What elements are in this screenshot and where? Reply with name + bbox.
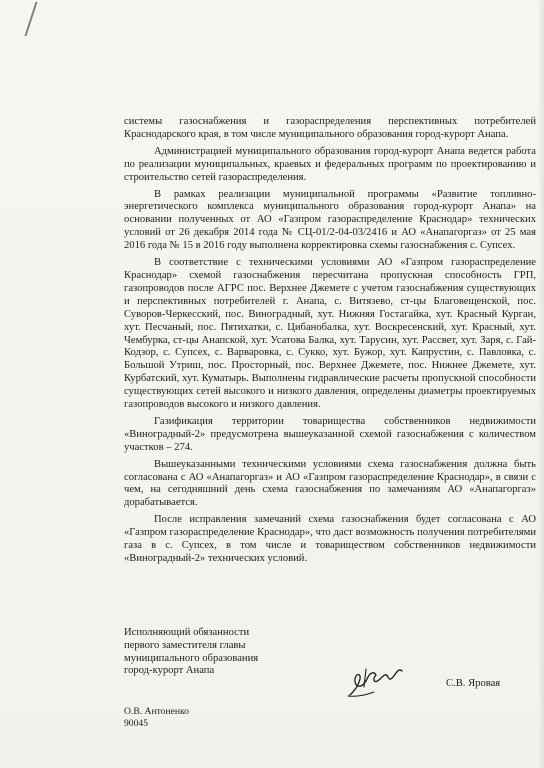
executor-info [124, 706, 189, 729]
scan-edge-shadow [538, 0, 544, 768]
handwritten-signature [344, 665, 414, 701]
position-line: город-курорт Анапа [124, 665, 215, 677]
signatory-name: С.В. Яровая [446, 678, 501, 689]
paragraph-continuation: системы газоснабжения и газораспределения перспективных потребителей Краснодарского края, в том числе муниципального образования город-курорт Анапа. [124, 116, 536, 140]
paragraph-gasification: Газификация территории товарищества собственников недвижимости «Виноградный-2» предусмотрена вышеуказанной схемой газоснабжения с количеством участков – 274. [124, 415, 536, 453]
paragraph-technical-conditions: В соответствие с техническими условиями АО «Газпром газораспределение Краснодар» схемой газоснабжения пересчитана пропускная способность ГРП, газопроводов после АГРС пос. Верхнее Джемете с учетом газоснабжения существующих и перспективных потребителей г. Анапа, с. Витязево, ст-цы Благовещенской, пос. Суворов-Черкесский, пос. Виноградный, хут. Нижняя Гостагайка, хут. Красный Курган, хут. Песчаный, пос. Пятихатки, с. Цибанобалка, хут. Воскресенский, хут. Красный, хут. Чембурка, ст-цы Анапской, хут. Усатова Балка, хут. Тарусин, хут. Рассвет, хут. Заря, с. Гай-Кодзор, с. Супсех, с. Варваровка, с. Сукко, хут. Бужор, хут. Капрустин, с. Павловка, с. Большой Утриш, пос. Просторный, пос. Верхнее Джемете, пос. Нижнее Джемете, хут. Курбатский, хут. Куматырь. Выполнены гидравлические расчеты пропускной способности существующих сетей высокого и низкого давления, определены диаметры проектируемых газопроводов высокого и низкого давления. [124, 257, 536, 411]
paragraph-administration: Администрацией муниципального образования город-курорт Анапа ведется работа по реализации муниципальных, краевых и федеральных программ по проектированию и строительство сетей газораспределения. [124, 145, 536, 183]
executor-phone: 90045 [124, 717, 148, 729]
letter-body [124, 116, 536, 570]
paragraph-approval: Вышеуказанными техническими условиями схема газоснабжения должна быть согласована с АО «Анапагоргаз» и АО «Газпром газораспределение Краснодар», в связи с чем, на сегодняшний день схема газоснабжения по замечаниям АО «Анапагоргаз» дорабатывается. [124, 458, 536, 509]
position-line: Исполняющий обязанности [124, 627, 250, 638]
executor-name: О.В. Антоненко [124, 706, 189, 717]
paragraph-corrections: После исправления замечаний схема газоснабжения будет согласована с АО «Газпром газораспределение Краснодар», что даст возможность получения потребителями газа в с. Супсех, в том числе и товариществом собственников недвижимости «Виноградный-2» технических условий. [124, 514, 536, 564]
signatory-position [124, 627, 324, 678]
paragraph-program: В рамках реализации муниципальной программы «Развитие топливно-энергетического комплекса муниципального образования город-курорт Анапа» на основании полученных от АО «Газпром газораспределение Краснодар» технических условий от 26 декабря 2014 года № СЦ-01/2-04-03/2416 и АО «Анапагоргаз» от 25 мая 2016 года № 15 в 2016 году выполнена корректировка схемы газоснабжения с. Супсех. [124, 188, 536, 252]
position-line: первого заместителя главы [124, 639, 246, 651]
paper-fold-mark [24, 2, 51, 36]
position-line: муниципального образования [124, 652, 259, 664]
